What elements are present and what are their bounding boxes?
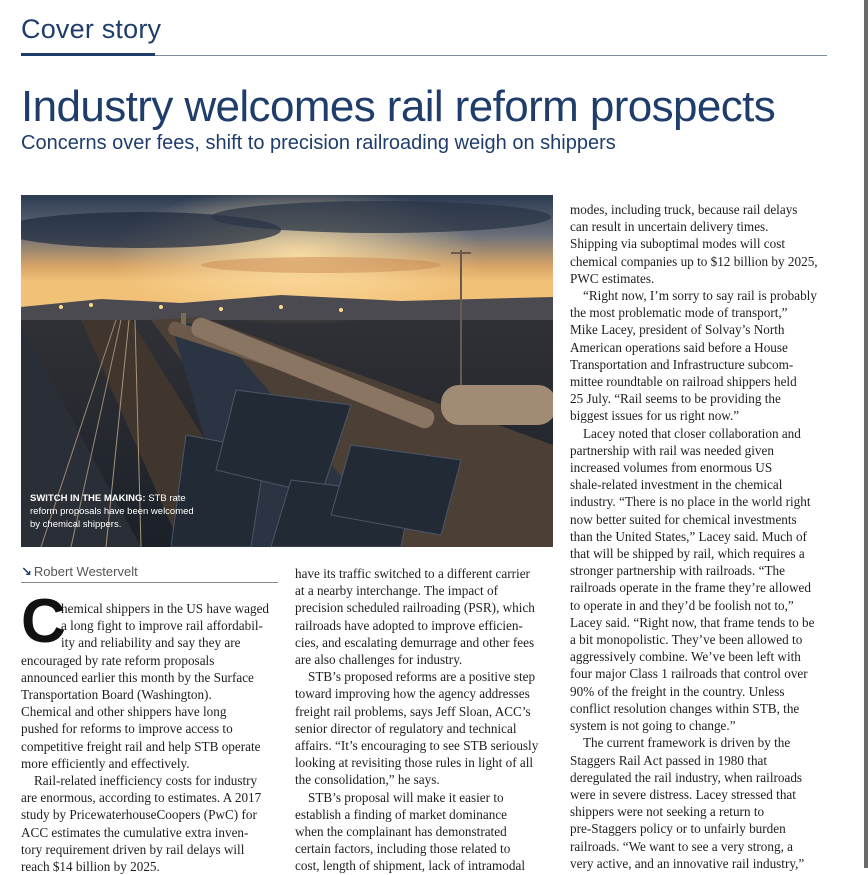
text-line: competitive freight rail and help STB operate <box>21 738 261 754</box>
text-line: American operations said before a House <box>570 339 788 355</box>
text-line: deregulated the rail industry, when railroads <box>570 769 803 785</box>
text-line: have its traffic switched to a different carrier <box>295 566 530 581</box>
text-line: precision scheduled railroading (PSR), which <box>295 600 535 616</box>
headline: Industry welcomes rail reform prospects <box>21 82 776 131</box>
text-line: certain factors, including those related to <box>295 841 511 857</box>
text-line: encouraged by rate reform proposals <box>21 652 215 668</box>
text-line: ity and reliability and say they are <box>61 635 241 651</box>
text-line: tory requirement driven by rail delays will <box>21 841 245 857</box>
text-line: the most problematic mode of transport,” <box>570 305 788 321</box>
page-edge-bar <box>864 0 868 868</box>
text-line: toward improving how the agency addresses <box>295 686 530 702</box>
text-line: now better suited for chemical investments <box>570 511 797 527</box>
photo-caption <box>30 492 205 531</box>
text-line: ACC estimates the cumulative extra inven- <box>21 824 249 840</box>
text-line: stronger partnership with railroads. “The <box>570 563 785 579</box>
text-line: more efficiently and effectively. <box>21 755 190 771</box>
section-label: Cover story <box>21 14 162 44</box>
text-line: PWC estimates. <box>570 270 655 286</box>
text-line: Staggers Rail Act passed in 1980 that <box>570 752 768 768</box>
text-line: The current framework is driven by the <box>583 735 791 751</box>
text-line: can result in uncertain delivery times. <box>570 219 769 235</box>
author-name: Robert Westervelt <box>33 564 138 579</box>
body-column-1 <box>21 600 278 875</box>
text-line: shippers were not seeking a return to <box>570 804 765 820</box>
text-line: Transportation and Infrastructure subcom- <box>570 356 794 372</box>
text-line: mittee roundtable on railroad shippers held <box>570 374 797 390</box>
text-line: than the United States,” Lacey said. Much of <box>570 528 807 544</box>
arrow-icon: ↘ <box>21 564 32 579</box>
text-line: STB’s proposed reforms are a positive step <box>308 669 536 685</box>
text-line: a bit monopolistic. They’ve been allowed to <box>570 632 803 648</box>
text-line: that will be shipped by rail, which requires a <box>570 546 805 562</box>
text-line: freight rail problems, says Jeff Sloan, ACC’s <box>295 703 531 719</box>
caption-lead: SWITCH IN THE MAKING: <box>30 493 146 504</box>
text-line: “Right now, I’m sorry to say rail is probably <box>583 288 817 304</box>
text-line: Lacey said. “Right now, that frame tends to be <box>570 614 815 630</box>
text-line: industry. “There is no place in the world right <box>570 494 811 510</box>
text-line: modes, including truck, because rail delays <box>570 202 798 217</box>
body-column-2 <box>295 565 552 875</box>
caption-text: STB rate reform proposals have been welcomed by chemical shippers. <box>30 493 194 530</box>
text-line: senior director of regulatory and technical <box>295 720 517 736</box>
text-line: railroads. “We want to see a very strong, a <box>570 838 794 854</box>
section-rule <box>21 53 155 56</box>
text-line: conflict resolution changes within STB, the <box>570 700 800 716</box>
text-line: the consolidation,” he says. <box>295 772 440 788</box>
text-line: looking at revisiting those rules in light of all <box>295 755 534 771</box>
text-line: 25 July. “Rail seems to be providing the <box>570 391 781 407</box>
text-line: pre-Staggers policy or to unfairly burden <box>570 821 786 837</box>
text-line: partnership with rail was needed given <box>570 442 774 458</box>
text-line: are also challenges for industry. <box>295 652 463 668</box>
text-line: at a nearby interchange. The impact of <box>295 583 498 599</box>
text-line: affairs. “It’s encouraging to see STB seriously <box>295 738 539 754</box>
text-line: 90% of the freight in the country. Unless <box>570 683 785 699</box>
text-line: railroads operate in the frame they’re allowed <box>570 580 811 596</box>
text-line: Chemical and other shippers have long <box>21 704 227 720</box>
text-line: Transportation Board (Washington). <box>21 687 212 703</box>
text-line: a long fight to improve rail affordabil- <box>61 618 263 634</box>
text-line: cost, length of shipment, lack of intramodal <box>295 858 525 874</box>
text-line: shale-related investment in the chemical <box>570 477 783 493</box>
text-line: very active, and an innovative rail industry,” <box>570 855 805 871</box>
text-line: Shipping via suboptimal modes will cost <box>570 236 786 252</box>
text-line: establish a finding of market dominance <box>295 806 508 822</box>
text-line: study by PricewaterhouseCoopers (PwC) for <box>21 807 257 823</box>
text-line: Lacey noted that closer collaboration and <box>583 425 801 441</box>
text-line: were in severe distress. Lacey stressed that <box>570 786 796 802</box>
text-line: STB’s proposal will make it easier to <box>308 789 504 805</box>
text-line: aggressively combine. We’ve been left with <box>570 649 801 665</box>
header-rule <box>155 55 827 56</box>
text-line: biggest issues for us right now.” <box>570 408 740 424</box>
text-line: Rail-related inefficiency costs for industry <box>34 773 258 789</box>
byline-rule <box>21 563 278 583</box>
deck: Concerns over fees, shift to precision railroading weigh on shippers <box>21 132 616 154</box>
text-line: to operate in and they’d be foolish not to,” <box>570 597 794 613</box>
body-column-3 <box>570 201 827 872</box>
text-line: are enormous, according to estimates. A 2017 <box>21 790 262 806</box>
text-line: pushed for reforms to improve access to <box>21 721 233 737</box>
text-line: Mike Lacey, president of Solvay’s North <box>570 322 785 338</box>
drop-cap: C <box>21 587 66 656</box>
text-line: railroads have adopted to improve efficien- <box>295 617 523 633</box>
text-line: cies, and escalating demurrage and other fees <box>295 634 535 650</box>
text-line: chemical companies up to $12 billion by 2025, <box>570 253 818 269</box>
byline <box>21 564 138 580</box>
text-line: hemical shippers in the US have waged <box>61 601 270 616</box>
text-line: increased volumes from enormous US <box>570 460 773 476</box>
text-line: four major Class 1 railroads that control over <box>570 666 808 682</box>
text-line: reach $14 billion by 2025. <box>21 859 160 875</box>
text-line: system is not going to change.” <box>570 718 736 734</box>
text-line: when the complainant has demonstrated <box>295 824 507 840</box>
text-line: announced earlier this month by the Surface <box>21 669 254 685</box>
